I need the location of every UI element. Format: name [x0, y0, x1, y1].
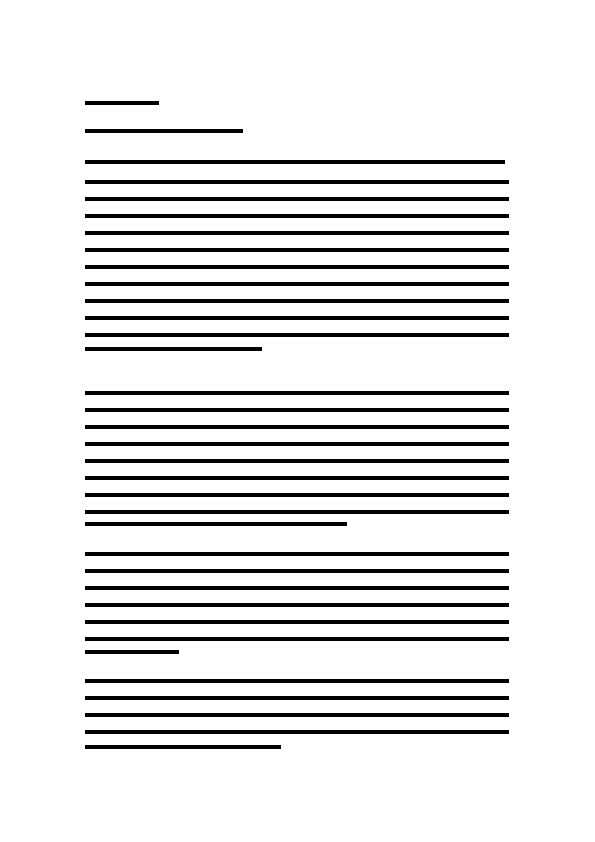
header-line-2	[0, 0, 1, 1]
